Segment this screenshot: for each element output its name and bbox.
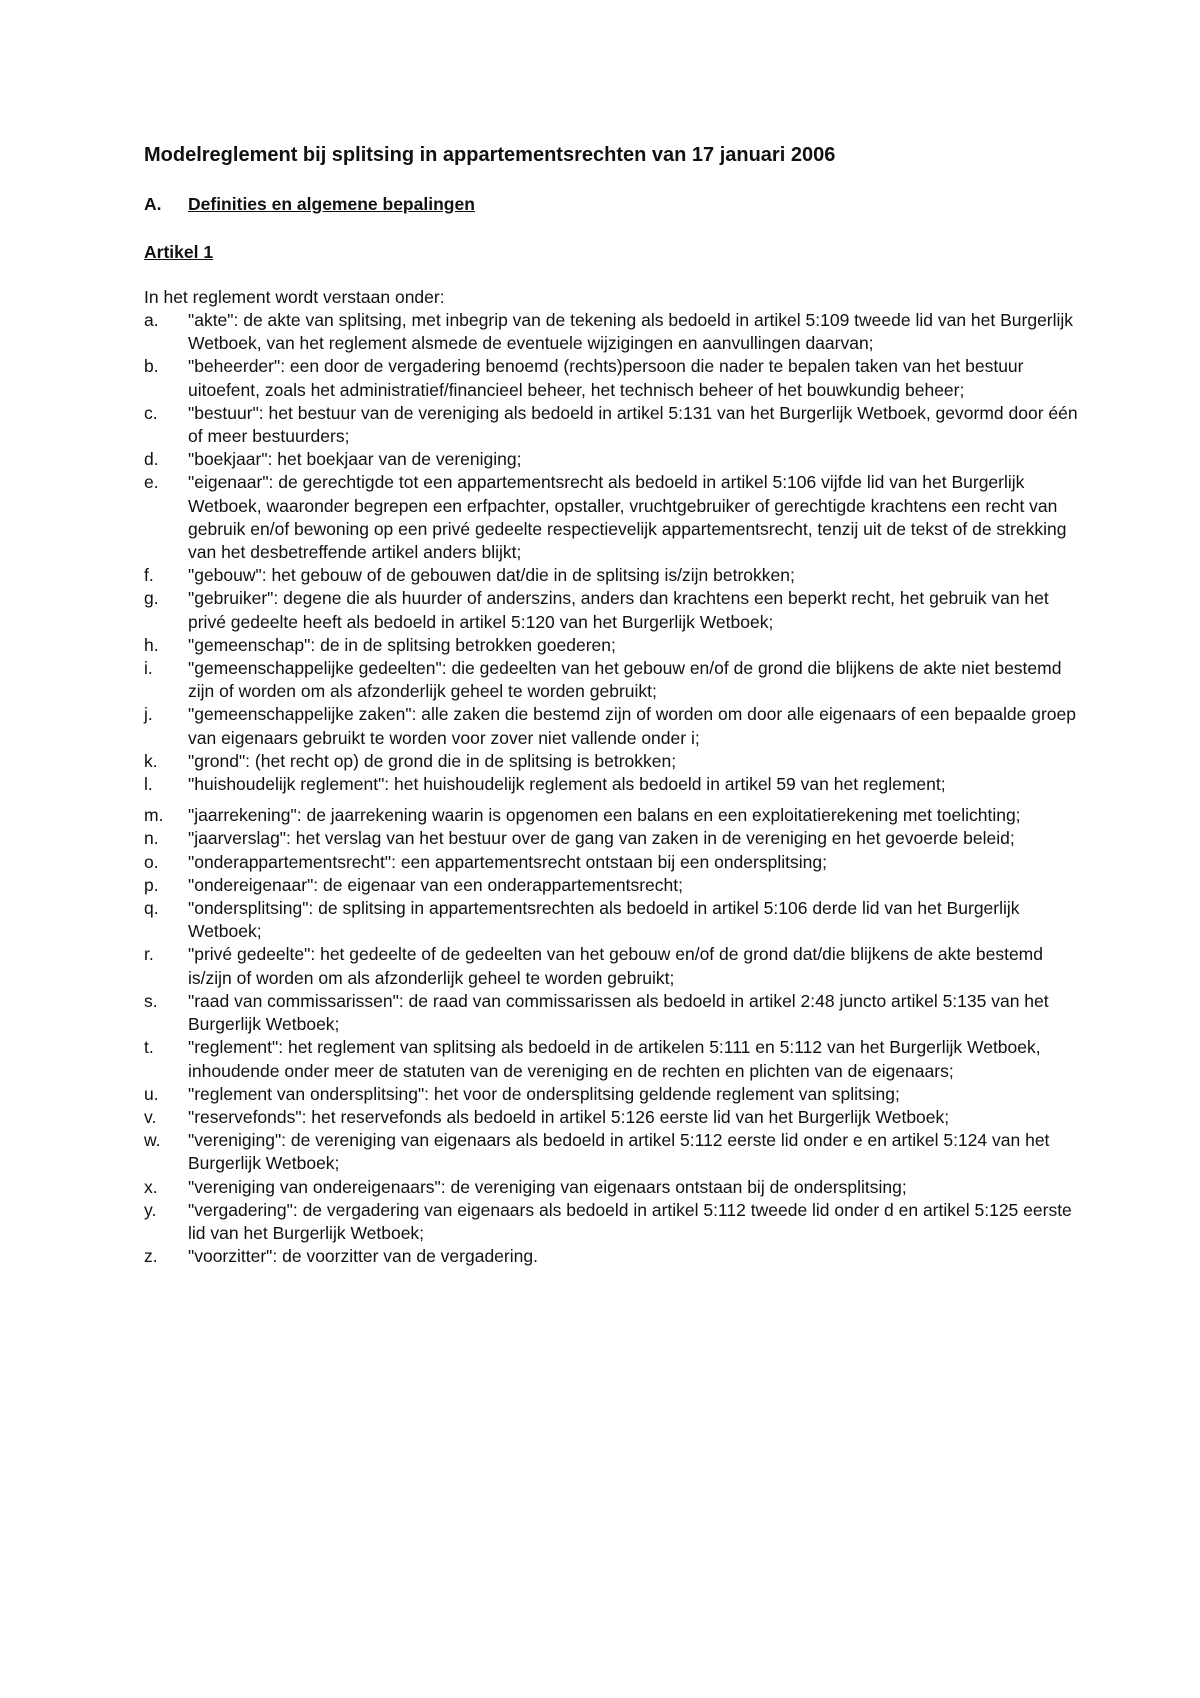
definition-item bbox=[144, 1245, 1084, 1268]
definition-text: "jaarrekening": de jaarrekening waarin is opgenomen een balans en een exploitatierekening met toelichting; bbox=[188, 805, 1021, 826]
definition-text: "gebouw": het gebouw of de gebouwen dat/die in de splitsing is/zijn betrokken; bbox=[188, 565, 795, 586]
definition-item bbox=[144, 1129, 1084, 1175]
definition-text: "eigenaar": de gerechtigde tot een appartementsrecht als bedoeld in artikel 5:106 vijfde lid van het Burgerlijk Wetboek, waaronder begrepen een erfpachter, opstaller, vruchtgebruiker of gerechtigde krachtens een recht van gebruik en/of bewoning op een privé gedeelte respectievelijk appartementsrecht, tenzij uit de tekst of de strekking van het desbetreffende artikel anders blijkt; bbox=[188, 472, 1067, 563]
definition-item bbox=[144, 657, 1084, 703]
definition-letter: z. bbox=[144, 1246, 158, 1267]
definition-item bbox=[144, 804, 1084, 827]
definition-letter: r. bbox=[144, 944, 154, 965]
article-heading: Artikel 1 bbox=[144, 242, 214, 262]
definition-text: "vereniging": de vereniging van eigenaars als bedoeld in artikel 5:112 eerste lid onder e en artikel 5:124 van het Burgerlijk Wetboek; bbox=[188, 1130, 1050, 1174]
definition-item bbox=[144, 943, 1084, 989]
definition-text: "boekjaar": het boekjaar van de vereniging; bbox=[188, 449, 522, 470]
definition-letter: p. bbox=[144, 874, 159, 895]
definition-text: "onderappartementsrecht": een appartementsrecht ontstaan bij een ondersplitsing; bbox=[188, 851, 827, 872]
definition-text: "jaarverslag": het verslag van het bestuur over de gang van zaken in de vereniging en het gevoerde beleid; bbox=[188, 828, 1015, 849]
definition-item bbox=[144, 750, 1084, 773]
section-letter: A. bbox=[144, 194, 162, 214]
definition-text: "grond": (het recht op) de grond die in de splitsing is betrokken; bbox=[188, 750, 677, 771]
definition-item bbox=[144, 587, 1084, 633]
definition-letter: c. bbox=[144, 402, 158, 423]
definition-text: "reglement van ondersplitsing": het voor de ondersplitsing geldende reglement van splitsing; bbox=[188, 1083, 900, 1104]
definition-item bbox=[144, 634, 1084, 657]
definition-letter: i. bbox=[144, 658, 153, 679]
definition-letter: f. bbox=[144, 565, 154, 586]
definition-item bbox=[144, 874, 1084, 897]
definition-letter: b. bbox=[144, 356, 159, 377]
document-title: Modelreglement bij splitsing in appartementsrechten van 17 januari 2006 bbox=[144, 144, 836, 166]
definition-item bbox=[144, 1199, 1084, 1245]
definition-item bbox=[144, 448, 1084, 471]
definition-text: "raad van commissarissen": de raad van commissarissen als bedoeld in artikel 2:48 juncto artikel 5:135 van het Burgerlijk Wetboek; bbox=[188, 990, 1049, 1035]
definition-item bbox=[144, 309, 1084, 355]
definition-letter: n. bbox=[144, 828, 159, 849]
definition-text: "reservefonds": het reservefonds als bedoeld in artikel 5:126 eerste lid van het Burgerlijk Wetboek; bbox=[188, 1106, 950, 1127]
definition-letter: q. bbox=[144, 898, 159, 919]
definition-text: "gemeenschappelijke gedeelten": die gedeelten van het gebouw en/of de grond die blijkens de akte niet bestemd zijn of worden om als afzonderlijk geheel te worden gebruikt; bbox=[188, 658, 1062, 702]
definition-text: "gemeenschap": de in de splitsing betrokken goederen; bbox=[188, 634, 616, 655]
definition-letter: l. bbox=[144, 774, 153, 795]
definition-text: "ondereigenaar": de eigenaar van een onderappartementsrecht; bbox=[188, 874, 683, 895]
definition-letter: t. bbox=[144, 1037, 154, 1058]
definition-text: "gebruiker": degene die als huurder of anderszins, anders dan krachtens een beperkt recht, het gebruik van het privé gedeelte heeft als bedoeld in artikel 5:120 van het Burgerlijk Wetboek; bbox=[188, 588, 1049, 632]
definition-item bbox=[144, 1036, 1084, 1082]
definition-item bbox=[144, 355, 1084, 401]
definition-item bbox=[144, 990, 1084, 1036]
definition-letter: u. bbox=[144, 1083, 159, 1104]
definition-text: "privé gedeelte": het gedeelte of de gedeelten van het gebouw en/of de grond dat/die blijkens de akte bestemd is/zijn of worden om als afzonderlijk geheel te worden gebruikt; bbox=[188, 944, 1043, 988]
definition-letter: k. bbox=[144, 750, 158, 771]
definition-text: "vereniging van ondereigenaars": de vereniging van eigenaars ontstaan bij de ondersplitsing; bbox=[188, 1176, 907, 1197]
definition-item bbox=[144, 564, 1084, 587]
section-title: Definities en algemene bepalingen bbox=[188, 194, 475, 214]
intro-text: In het reglement wordt verstaan onder: bbox=[144, 287, 445, 307]
definition-letter: e. bbox=[144, 472, 159, 493]
definitions-list bbox=[144, 309, 1084, 1268]
section-heading bbox=[144, 193, 475, 215]
definition-letter: s. bbox=[144, 990, 158, 1011]
definition-text: "voorzitter": de voorzitter van de vergadering. bbox=[188, 1246, 538, 1267]
definition-letter: h. bbox=[144, 634, 159, 655]
definition-letter: m. bbox=[144, 805, 164, 826]
definition-item bbox=[144, 1176, 1084, 1199]
definition-text: "beheerder": een door de vergadering benoemd (rechts)persoon die nader te bepalen taken van het bestuur uitoefent, zoals het administratief/financieel beheer, het technisch beheer of het bouwkundig beheer; bbox=[188, 356, 1024, 400]
definition-letter: v. bbox=[144, 1106, 157, 1127]
definition-letter: w. bbox=[144, 1130, 161, 1151]
definition-letter: y. bbox=[144, 1199, 157, 1220]
definition-item bbox=[144, 851, 1084, 874]
definition-item bbox=[144, 1106, 1084, 1129]
definition-item bbox=[144, 471, 1084, 564]
definition-letter: a. bbox=[144, 310, 159, 330]
definition-letter: j. bbox=[144, 704, 153, 725]
definition-letter: d. bbox=[144, 449, 159, 470]
definition-text: "gemeenschappelijke zaken": alle zaken die bestemd zijn of worden om door alle eigenaars of een bepaalde groep van eigenaars gebruikt te worden voor zover niet vallende onder i; bbox=[188, 704, 1076, 748]
definition-text: "huishoudelijk reglement": het huishoudelijk reglement als bedoeld in artikel 59 van het reglement; bbox=[188, 774, 946, 795]
definition-text: "bestuur": het bestuur van de vereniging als bedoeld in artikel 5:131 van het Burgerlijk Wetboek, gevormd door één of meer bestuurders; bbox=[188, 402, 1078, 447]
definition-text: "ondersplitsing": de splitsing in appartementsrechten als bedoeld in artikel 5:106 derde lid van het Burgerlijk Wetboek; bbox=[188, 898, 1020, 942]
definition-item bbox=[144, 402, 1084, 448]
definition-text: "akte": de akte van splitsing, met inbegrip van de tekening als bedoeld in artikel 5:109 tweede lid van het Burgerlijk Wetboek, van het reglement alsmede de eventuele wijzigingen en aanvullingen daarvan; bbox=[188, 310, 1074, 354]
definition-item bbox=[144, 827, 1084, 850]
definition-letter: x. bbox=[144, 1176, 158, 1197]
definition-letter: g. bbox=[144, 588, 159, 609]
definition-item bbox=[144, 703, 1084, 749]
definition-letter: o. bbox=[144, 851, 159, 872]
definition-text: "vergadering": de vergadering van eigenaars als bedoeld in artikel 5:112 tweede lid onder d en artikel 5:125 eerste lid van het Burgerlijk Wetboek; bbox=[188, 1199, 1072, 1243]
definition-text: "reglement": het reglement van splitsing als bedoeld in de artikelen 5:111 en 5:112 van het Burgerlijk Wetboek, inhoudende onder meer de statuten van de vereniging en de rechten en plichten van de eigenaars; bbox=[188, 1037, 1041, 1081]
definition-item bbox=[144, 897, 1084, 943]
definition-item bbox=[144, 1083, 1084, 1106]
definition-item bbox=[144, 773, 1084, 796]
